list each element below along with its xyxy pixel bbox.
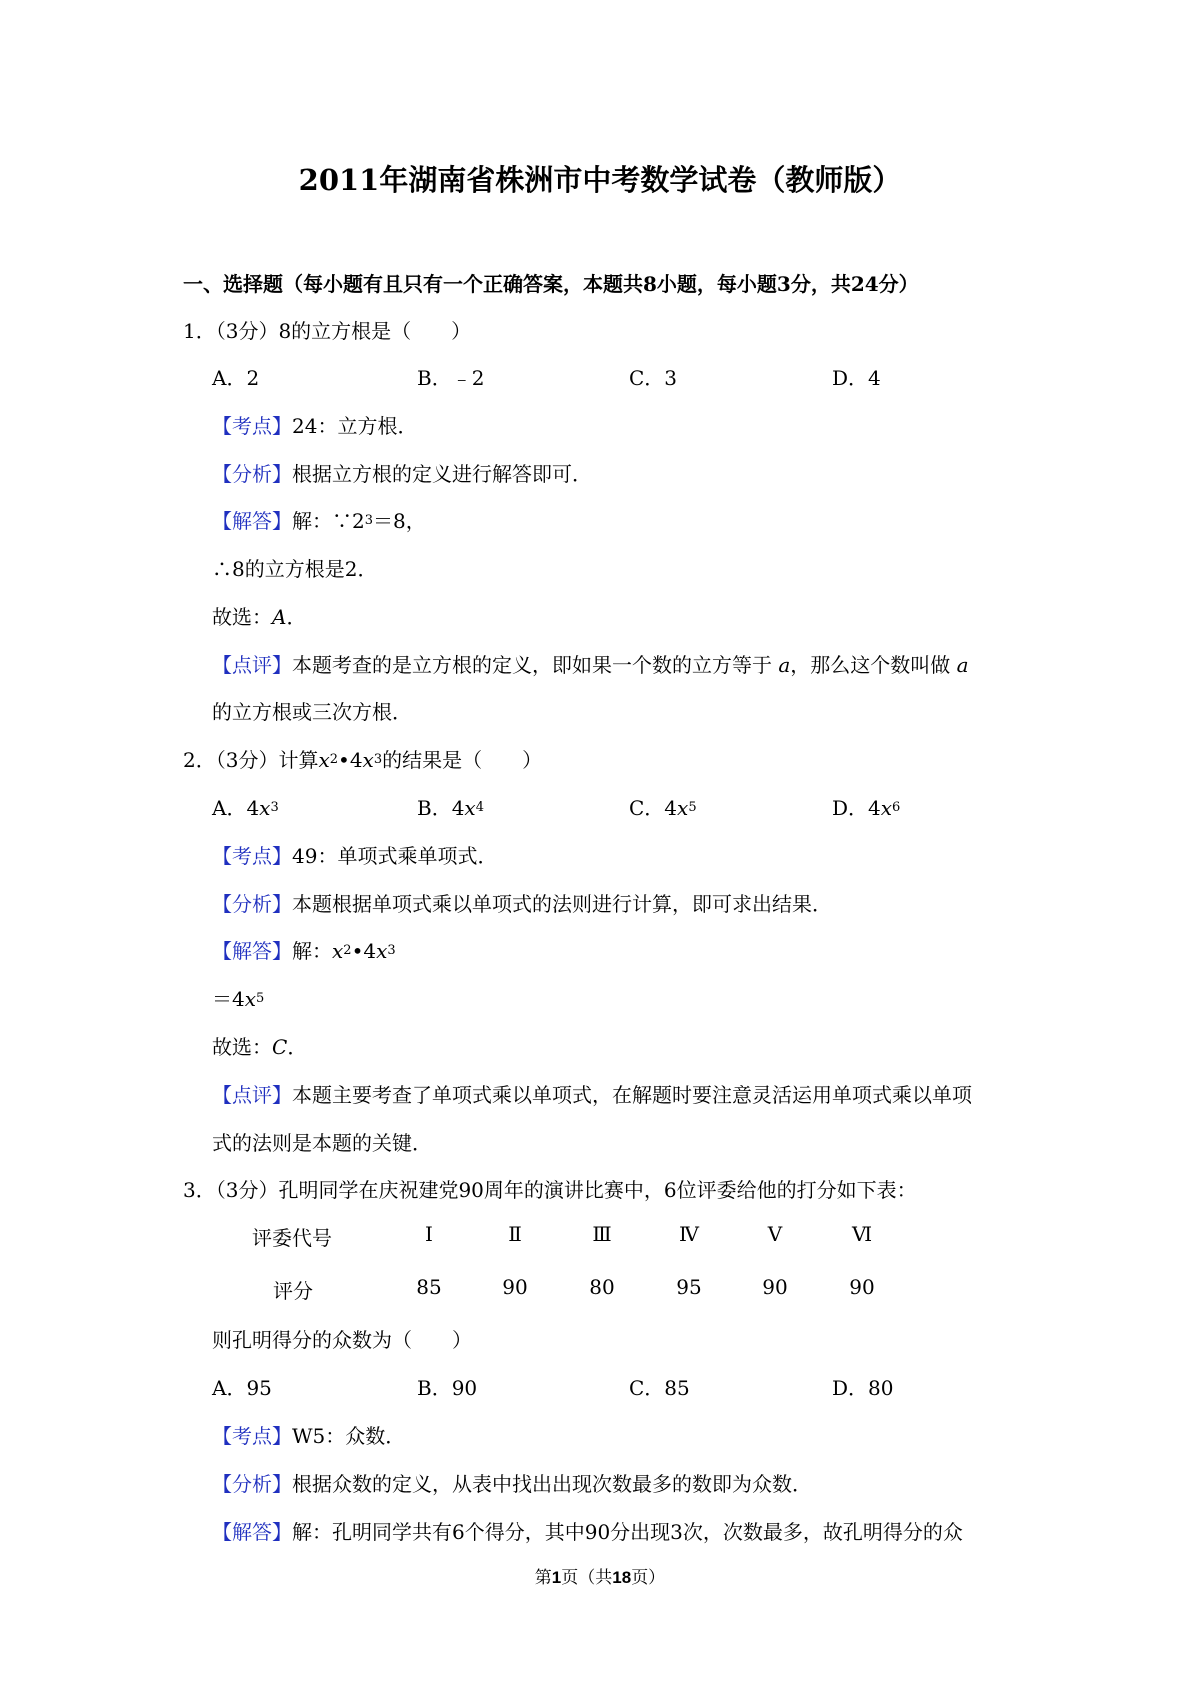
- table-cell: 90: [762, 1275, 788, 1299]
- fenxi-tag: 【分析】: [212, 462, 292, 486]
- q1-jieda: [212, 505, 426, 534]
- table-cell: 90: [502, 1275, 528, 1299]
- q2-stem-text: 2．（3分）计算: [183, 748, 319, 772]
- jieda-tag: 【解答】: [212, 939, 292, 963]
- jieda-tag: 【解答】: [212, 1520, 292, 1544]
- q1-stem: 1．（3分）8的立方根是（ ）: [183, 319, 472, 343]
- q3-ask: 则孔明得分的众数为（ ）: [212, 1328, 472, 1352]
- section-heading: 一、选择题（每小题有且只有一个正确答案，本题共8小题，每小题3分，共24分）: [183, 272, 919, 296]
- q1-option-a: A．2: [212, 366, 260, 390]
- q2-stem-exp: 2: [329, 752, 339, 767]
- q2-jieda-exp: 2: [343, 943, 352, 958]
- q1-jieda-result: ＝8，: [373, 509, 426, 533]
- jieda-tag: 【解答】: [212, 509, 292, 533]
- q2-option-d-var: x: [880, 796, 893, 820]
- q2-jieda: [212, 935, 396, 964]
- q2-choose-period: ．: [287, 1035, 308, 1059]
- q3-jieda: [212, 1516, 963, 1545]
- q1-option-c: C．3: [629, 366, 678, 390]
- kaodian-tag: 【考点】: [212, 844, 292, 868]
- q1-choose-label: 故选：: [212, 605, 272, 629]
- q3-kaodian: [212, 1420, 405, 1449]
- q1-kaodian-text: 24：立方根．: [292, 414, 418, 438]
- table-header-cell: Ⅳ: [679, 1222, 699, 1246]
- q2-choose-label: 故选：: [212, 1035, 272, 1059]
- kaodian-tag: 【考点】: [212, 414, 292, 438]
- table-header-label: 评委代号: [252, 1226, 332, 1250]
- fenxi-tag: 【分析】: [212, 1472, 292, 1496]
- page-number: 1: [551, 1568, 562, 1587]
- dianping-tag: 【点评】: [212, 1083, 292, 1107]
- q2-dianping-line2: 式的法则是本题的关键．: [212, 1131, 432, 1155]
- q2-option-d-label: D．4: [832, 796, 881, 820]
- q2-jieda-var: x: [332, 939, 344, 963]
- q1-conclusion: ∴8的立方根是2．: [212, 557, 378, 581]
- footer-middle: 页（共: [561, 1568, 613, 1588]
- q2-option-c-var: x: [677, 796, 689, 820]
- q2-jieda-text: 解：: [292, 939, 332, 963]
- table-header-cell: Ⅵ: [851, 1222, 873, 1246]
- q2-kaodian: [212, 840, 497, 869]
- q1-option-d: D．4: [832, 366, 881, 390]
- q1-fenxi: [212, 458, 592, 487]
- q2-jieda-exp-2: 3: [387, 943, 396, 958]
- q2-fenxi-text: 本题根据单项式乘以单项式的法则进行计算，即可求出结果．: [292, 892, 832, 916]
- table-header-cell: Ⅱ: [508, 1222, 522, 1246]
- table-cell: 90: [849, 1275, 875, 1299]
- q2-fenxi: [212, 888, 832, 917]
- q1-dianping: [212, 649, 969, 678]
- q2-option-a-label: A．4: [212, 796, 260, 820]
- q2-result-text: ＝4: [212, 987, 245, 1011]
- q1-choose-period: ．: [286, 605, 307, 629]
- q2-stem-mid: •4: [338, 748, 363, 772]
- q2-option-c-exp: 5: [688, 800, 697, 815]
- q3-fenxi: [212, 1468, 812, 1497]
- table-row-label: 评分: [273, 1279, 313, 1303]
- q1-dianping-var: a: [778, 653, 791, 677]
- q3-jieda-text: 解：孔明同学共有6个得分，其中90分出现3次，次数最多，故孔明得分的众: [292, 1520, 963, 1544]
- table-header-cell: Ⅴ: [767, 1222, 783, 1246]
- document-title: 2011年湖南省株洲市中考数学试卷（教师版）: [298, 163, 902, 197]
- q2-option-a: [212, 792, 279, 821]
- q1-choose: [212, 601, 306, 630]
- footer-prefix: 第: [534, 1568, 552, 1588]
- q2-jieda-mid: •4: [351, 939, 377, 963]
- fenxi-tag: 【分析】: [212, 892, 292, 916]
- q1-choose-letter: A: [272, 605, 287, 629]
- q3-fenxi-text: 根据众数的定义，从表中找出出现次数最多的数即为众数．: [292, 1472, 812, 1496]
- q2-result-var: x: [244, 987, 257, 1011]
- q2-stem-var: x: [318, 748, 330, 772]
- q2-choose-letter: C: [272, 1035, 288, 1059]
- q2-stem-exp-2: 3: [373, 752, 383, 767]
- q2-option-c: [629, 792, 697, 821]
- page-footer: [0, 1563, 1200, 1588]
- q1-jieda-text: 解：∵2: [292, 509, 365, 533]
- q3-stem: 3．（3分）孔明同学在庆祝建党90周年的演讲比赛中，6位评委给他的打分如下表：: [183, 1178, 917, 1202]
- q2-result: [212, 983, 264, 1012]
- q3-option-a: A．95: [212, 1376, 272, 1400]
- q1-dianping-line2: 的立方根或三次方根．: [212, 700, 412, 724]
- table-cell: 95: [676, 1275, 702, 1299]
- kaodian-tag: 【考点】: [212, 1424, 292, 1448]
- q2-kaodian-text: 49：单项式乘单项式．: [292, 844, 498, 868]
- q2-dianping-text: 本题主要考查了单项式乘以单项式，在解题时要注意灵活运用单项式乘以单项: [292, 1083, 972, 1107]
- q2-option-a-var: x: [259, 796, 271, 820]
- q2-option-b-exp: 4: [475, 800, 484, 815]
- q2-option-d: [832, 792, 900, 821]
- q2-option-c-label: C．4: [629, 796, 678, 820]
- q2-choose: [212, 1031, 307, 1060]
- table-cell: 80: [589, 1275, 615, 1299]
- q2-option-b: [417, 792, 484, 821]
- q1-dianping-text: 本题考查的是立方根的定义，即如果一个数的立方等于: [292, 653, 772, 677]
- q1-jieda-exponent: 3: [364, 513, 374, 528]
- dianping-tag: 【点评】: [212, 653, 292, 677]
- q2-jieda-var-2: x: [376, 939, 388, 963]
- table-cell: 85: [416, 1275, 442, 1299]
- q1-option-b: B．﹣2: [417, 366, 485, 390]
- q2-stem: [183, 744, 542, 773]
- q2-stem-var-2: x: [362, 748, 374, 772]
- table-header-cell: Ⅰ: [425, 1222, 433, 1246]
- q1-dianping-var-2: a: [956, 653, 969, 677]
- q2-result-exp: 5: [256, 991, 265, 1006]
- footer-suffix: 页）: [631, 1568, 666, 1588]
- q1-fenxi-text: 根据立方根的定义进行解答即可．: [292, 462, 592, 486]
- q2-option-b-var: x: [464, 796, 476, 820]
- q2-option-d-exp: 6: [892, 800, 901, 815]
- q1-kaodian: [212, 410, 417, 439]
- page-total: 18: [612, 1568, 632, 1587]
- q2-stem-suffix: 的结果是（ ）: [382, 748, 543, 772]
- q1-dianping-text-2: ，那么这个数叫做: [790, 653, 951, 677]
- q2-option-b-label: B．4: [417, 796, 465, 820]
- q2-dianping: [212, 1079, 972, 1108]
- q3-option-b: B．90: [417, 1376, 478, 1400]
- q3-option-c: C．85: [629, 1376, 690, 1400]
- q3-option-d: D．80: [832, 1376, 894, 1400]
- q3-kaodian-text: W5：众数．: [292, 1424, 406, 1448]
- table-header-cell: Ⅲ: [592, 1222, 612, 1246]
- q2-option-a-exp: 3: [270, 800, 279, 815]
